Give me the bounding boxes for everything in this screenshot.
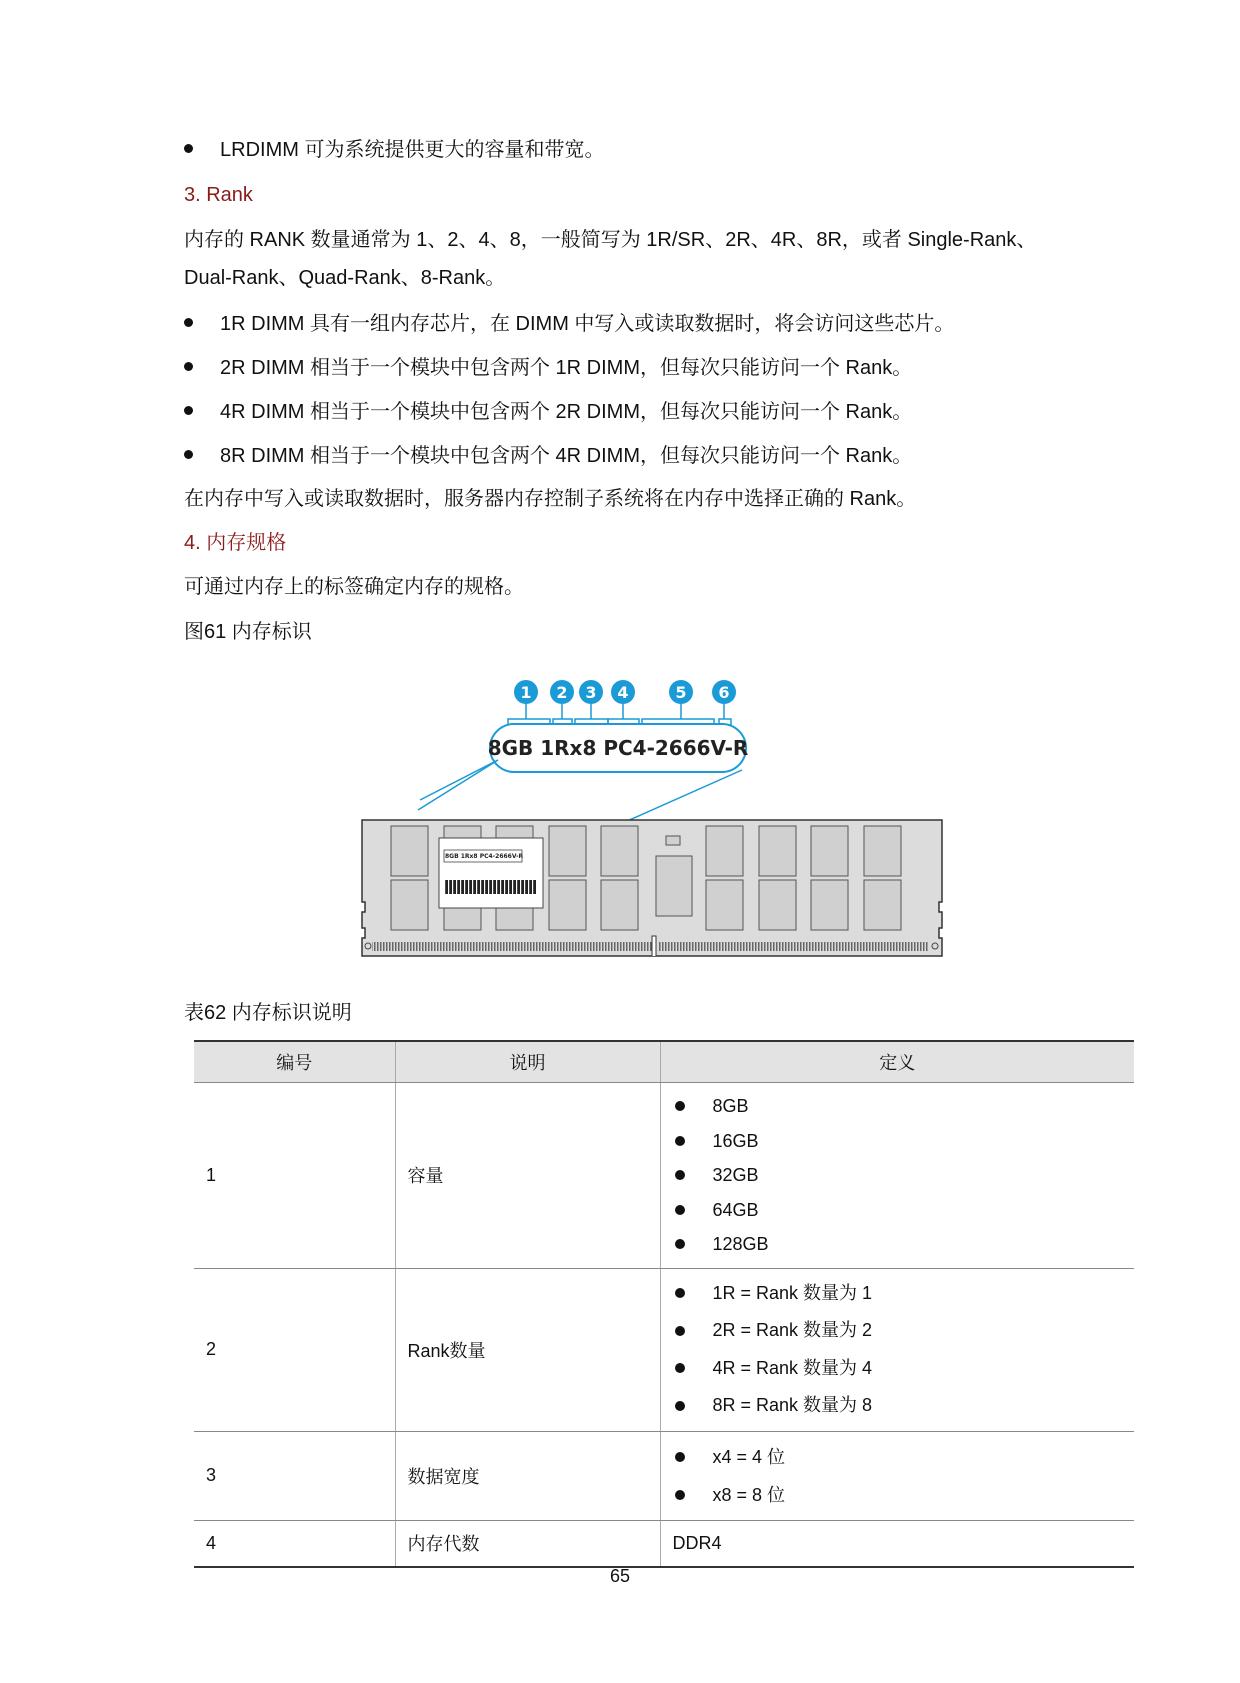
def-item: 16GB: [673, 1124, 1135, 1159]
table-cell-defs: DDR4: [660, 1520, 1134, 1567]
def-item: x8 = 8 位: [673, 1476, 1135, 1514]
leader-line: [420, 760, 498, 800]
table-caption: 表62 内存标识说明: [184, 1002, 352, 1024]
table-cell-defs: [660, 1431, 1134, 1520]
svg-text:6: 6: [718, 683, 730, 702]
memory-label-table: [194, 1040, 1134, 1568]
module-label-text: 8GB 1Rx8 PC4-2666V-R: [445, 853, 524, 860]
label-text: 8GB 1Rx8 PC4-2666V-R: [487, 736, 749, 760]
table-cell-desc: 内存代数: [395, 1520, 660, 1567]
module-label: [439, 838, 543, 908]
def-item: 8R = Rank 数量为 8: [673, 1387, 1135, 1425]
leader-line: [418, 760, 498, 810]
table-cell-number: 3: [194, 1431, 395, 1520]
bullet-lrdimm: LRDIMM 可为系统提供更大的容量和带宽。: [220, 139, 605, 161]
section-heading-spec: 4. 内存规格: [184, 532, 287, 554]
bullet-4r-dimm: 4R DIMM 相当于一个模块中包含两个 2R DIMM，但每次只能访问一个 Rank。: [220, 401, 913, 423]
rank-select-paragraph: 在内存中写入或读取数据时，服务器内存控制子系统将在内存中选择正确的 Rank。: [184, 488, 917, 510]
table-header-cell: 编号: [194, 1041, 395, 1083]
bullet-dot: [184, 144, 193, 153]
table-header-cell: 说明: [395, 1041, 660, 1083]
table-row: [194, 1520, 1134, 1567]
table-cell-defs: [660, 1083, 1134, 1269]
callout-5: [669, 680, 693, 704]
bullet-8r-dimm: 8R DIMM 相当于一个模块中包含两个 4R DIMM，但每次只能访问一个 Rank。: [220, 445, 913, 467]
section-heading-rank: 3. Rank: [184, 184, 253, 206]
rank-paragraph-line-2: Dual-Rank、Quad-Rank、8-Rank。: [184, 267, 506, 289]
svg-text:1: 1: [520, 683, 532, 702]
callout-6: [712, 680, 736, 704]
table-row: [194, 1083, 1134, 1269]
table-cell-desc: Rank数量: [395, 1268, 660, 1431]
callout-1: [514, 680, 538, 704]
barcode: [444, 880, 537, 894]
def-item: 32GB: [673, 1158, 1135, 1193]
def-item: x4 = 4 位: [673, 1438, 1135, 1476]
connector-pins: [372, 942, 652, 951]
callout-brackets: [508, 704, 731, 726]
bullet-2r-dimm: 2R DIMM 相当于一个模块中包含两个 1R DIMM，但每次只能访问一个 Rank。: [220, 357, 913, 379]
bullet-1r-dimm: 1R DIMM 具有一组内存芯片，在 DIMM 中写入或读取数据时，将会访问这些芯片。: [220, 313, 955, 335]
table-cell-defs: [660, 1268, 1134, 1431]
def-item: 4R = Rank 数量为 4: [673, 1350, 1135, 1388]
bullet-dot: [184, 406, 193, 415]
def-item: 8GB: [673, 1089, 1135, 1124]
bullet-dot: [184, 362, 193, 371]
table-cell-number: 2: [194, 1268, 395, 1431]
svg-text:4: 4: [617, 683, 629, 702]
dimm-module: [362, 820, 942, 956]
table-header-row: [194, 1041, 1134, 1083]
figure-caption: 图61 内存标识: [184, 621, 312, 643]
def-item: 2R = Rank 数量为 2: [673, 1312, 1135, 1350]
svg-text:3: 3: [585, 683, 597, 702]
table-row: [194, 1431, 1134, 1520]
def-item: 128GB: [673, 1227, 1135, 1262]
table-header-cell: 定义: [660, 1041, 1134, 1083]
svg-text:2: 2: [556, 683, 568, 702]
svg-text:5: 5: [675, 683, 687, 702]
table-cell-number: 4: [194, 1520, 395, 1567]
def-item: 1R = Rank 数量为 1: [673, 1275, 1135, 1313]
bullet-dot: [184, 318, 193, 327]
callout-2: [550, 680, 574, 704]
callout-3: [579, 680, 603, 704]
rank-paragraph-line-1: 内存的 RANK 数量通常为 1、2、4、8，一般简写为 1R/SR、2R、4R、8R，或者 Single-Rank、: [184, 229, 1037, 251]
table-cell-desc: 数据宽度: [395, 1431, 660, 1520]
table-cell-desc: 容量: [395, 1083, 660, 1269]
memory-label-figure: [350, 670, 950, 970]
connector-pins: [658, 942, 928, 951]
page-number: 65: [609, 1566, 631, 1586]
label-paragraph: 可通过内存上的标签确定内存的规格。: [184, 576, 524, 598]
table-row: [194, 1268, 1134, 1431]
bullet-dot: [184, 450, 193, 459]
def-item: 64GB: [673, 1193, 1135, 1228]
table-cell-number: 1: [194, 1083, 395, 1269]
callout-4: [611, 680, 635, 704]
